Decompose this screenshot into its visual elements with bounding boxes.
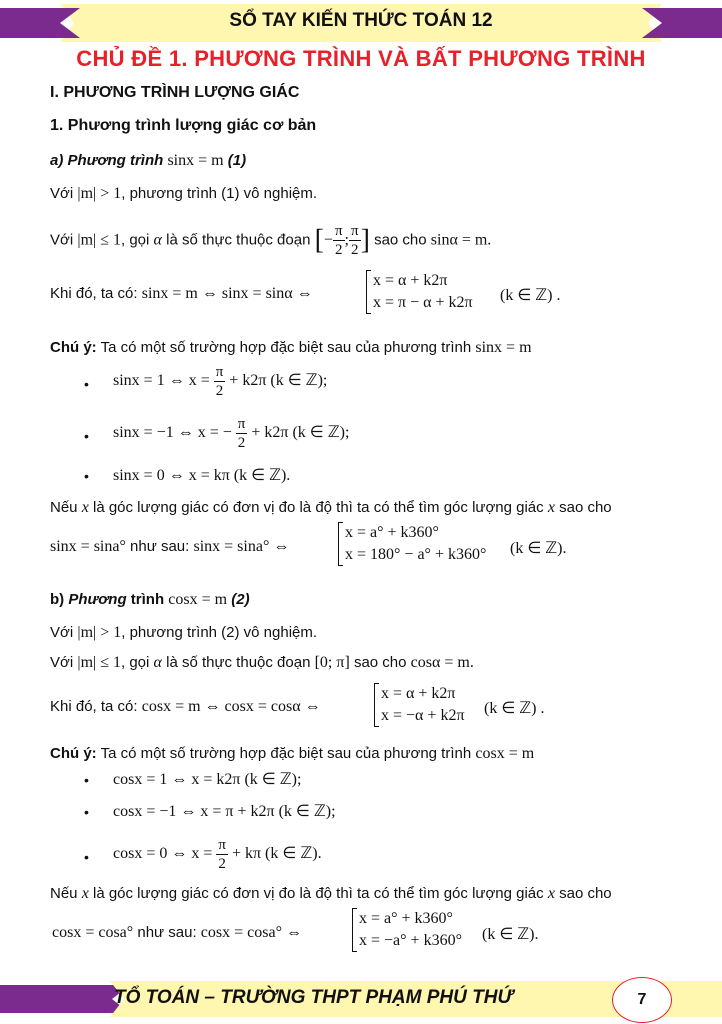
part-b-note <box>50 745 534 763</box>
page-number: 7 <box>612 977 672 1023</box>
alpha-symbol: α <box>153 231 162 249</box>
b-deg2-mid: như sau: <box>137 924 197 941</box>
special2-num: π <box>237 416 246 432</box>
case2-mid: , gọi <box>121 231 150 249</box>
b-deg2-eq: cosx = cosa° <box>52 924 134 941</box>
b-deg1-x2: x <box>547 885 555 902</box>
part-a-then <box>50 285 313 303</box>
bullet-icon: • <box>84 772 89 788</box>
part-a-then-k <box>500 285 561 305</box>
b-alpha-symbol: α <box>153 654 162 671</box>
case2-pre: Với <box>50 231 74 249</box>
system-line1: x = α + k2π <box>373 272 448 289</box>
part-b-case1 <box>50 624 317 642</box>
special2-post: + k2π (k ∈ ℤ); <box>251 424 350 442</box>
bullet-icon: • <box>84 849 89 865</box>
frac2-num: π <box>350 223 359 239</box>
part-a-case2 <box>50 222 491 259</box>
section-title: I. PHƯƠNG TRÌNH LƯỢNG GIÁC <box>50 84 300 101</box>
note-label: Chú ý: <box>50 339 97 356</box>
note-text: Ta có một số trường hợp đặc biệt sau của phương trình <box>100 339 472 356</box>
special1-frac <box>214 363 226 400</box>
case2-post: sao cho <box>374 231 427 249</box>
part-a-heading-tag: (1) <box>227 152 247 169</box>
then-end: . <box>556 287 561 304</box>
deg1-x2: x <box>547 499 555 516</box>
special1-num: π <box>215 364 224 380</box>
b-special3-den: 2 <box>218 856 226 872</box>
special2-frac <box>236 415 248 452</box>
interval-semicolon: ; <box>344 231 349 249</box>
frac2-den: 2 <box>351 242 359 258</box>
b-special3-post: + kπ (k ∈ ℤ). <box>231 845 322 863</box>
part-b-special1: cosx = 1 ⇔ x = k2π (k ∈ ℤ); <box>113 771 302 788</box>
part-a-special2 <box>113 415 349 452</box>
deg2-eq: sinx = sina° <box>50 538 126 555</box>
b-interval: [0; π] <box>314 654 350 671</box>
deg1-a: Nếu <box>50 499 78 516</box>
part-b-heading <box>50 591 250 609</box>
part-b-then <box>50 698 321 716</box>
b-deg1-c: sao cho <box>559 885 612 902</box>
b-deg1-a: Nếu <box>50 885 78 902</box>
part-b-degree-line2 <box>52 924 302 942</box>
special1-pre: sinx = 1 ⇔ x = <box>113 372 210 390</box>
bullet-icon: • <box>84 428 89 444</box>
b-deg1-x: x <box>81 885 89 902</box>
b-case2-eq: cosα = m. <box>410 654 474 671</box>
frac1-num: π <box>334 223 343 239</box>
special2-den: 2 <box>237 435 246 451</box>
b-note-eq: cosx = m <box>475 745 535 762</box>
bullet-icon: • <box>84 804 89 820</box>
part-a-special3: sinx = 0 ⇔ x = kπ (k ∈ ℤ). <box>113 467 291 484</box>
deg1-c: sao cho <box>559 499 612 516</box>
part-a-heading-prefix: a) Phương trình <box>50 152 164 169</box>
b-then-end: . <box>540 700 545 717</box>
special1-den: 2 <box>215 383 224 399</box>
b-case2-abs: |m| ≤ 1 <box>77 654 121 671</box>
b-then-k: (k ∈ ℤ) <box>484 700 537 717</box>
part-a-system <box>366 270 473 314</box>
b-case2-post: sao cho <box>353 654 407 671</box>
b-case2-mid2: là số thực thuộc đoạn <box>166 654 311 671</box>
part-a-degree-k: (k ∈ ℤ). <box>510 540 567 557</box>
b-system-line1: x = α + k2π <box>381 685 456 702</box>
case2-mid2: là số thực thuộc đoạn <box>166 231 311 249</box>
interval-minus: − <box>323 231 333 249</box>
chapter-title: CHỦ ĐỀ 1. PHƯƠNG TRÌNH VÀ BẤT PHƯƠNG TRÌNH <box>76 46 646 71</box>
b-deg-system-line2: x = −a° + k360° <box>359 932 462 949</box>
note-eq: sinx = m <box>475 339 532 356</box>
b-special3-pre: cosx = 0 ⇔ x = <box>113 845 213 863</box>
case2-eq: sinα = m. <box>430 231 492 249</box>
part-b-tag: (2) <box>231 591 250 608</box>
part-a-degree-line2 <box>50 538 289 556</box>
part-b-suffix: trình <box>130 591 165 608</box>
book-title: SỔ TAY KIẾN THỨC TOÁN 12 <box>229 10 493 31</box>
b-case1-abs: |m| > 1 <box>77 624 122 641</box>
deg1-x: x <box>81 499 89 516</box>
part-a-note <box>50 339 532 357</box>
special1-post: + k2π (k ∈ ℤ); <box>229 372 328 390</box>
interval-frac1 <box>333 222 345 259</box>
part-b-degree-line1 <box>50 885 612 903</box>
b-case1-post: , phương trình (2) vô nghiệm. <box>121 624 318 641</box>
then-k: (k ∈ ℤ) <box>500 287 553 304</box>
b-case2-mid: , gọi <box>121 654 150 671</box>
b-deg2-eq2: cosx = cosa° ⇔ <box>200 924 302 941</box>
frac1-den: 2 <box>334 242 343 258</box>
b-then-pre: Khi đó, ta có: <box>50 698 138 715</box>
deg-system-line1: x = a° + k360° <box>345 524 439 541</box>
part-b-degree-system <box>352 908 462 952</box>
case1-abs: |m| > 1 <box>77 185 122 202</box>
part-b-eq: cosx = m <box>168 591 228 608</box>
b-then-eq: cosx = m ⇔ cosx = cosα ⇔ <box>141 698 321 715</box>
b-case2-pre: Với <box>50 654 74 671</box>
part-b-mid: Phương <box>68 591 127 608</box>
case1-post: , phương trình (1) vô nghiệm. <box>121 185 318 202</box>
subsection-title: 1. Phương trình lượng giác cơ bản <box>50 117 317 134</box>
b-case1-pre: Với <box>50 624 74 641</box>
b-special3-num: π <box>218 837 226 853</box>
system-line2: x = π − α + k2π <box>373 294 473 311</box>
interval-close-bracket: ] <box>360 224 370 256</box>
part-b-then-k <box>484 698 545 718</box>
case1-pre: Với <box>50 185 74 202</box>
bullet-icon: • <box>84 468 89 484</box>
part-b-prefix: b) <box>50 591 65 608</box>
part-a-case1 <box>50 185 317 203</box>
part-a-heading <box>50 152 246 170</box>
deg1-b: là góc lượng giác có đơn vị đo là độ thì ta có thể tìm góc lượng giác <box>92 499 544 516</box>
part-b-case2 <box>50 654 474 672</box>
deg2-eq2: sinx = sina° ⇔ <box>193 538 290 555</box>
b-system-line2: x = −α + k2π <box>381 707 465 724</box>
b-special3-frac <box>216 836 228 873</box>
interval-frac2 <box>349 222 361 259</box>
b-deg1-b: là góc lượng giác có đơn vị đo là độ thì ta có thể tìm góc lượng giác <box>92 885 544 902</box>
part-b-system <box>374 683 465 727</box>
b-note-label: Chú ý: <box>50 745 97 762</box>
then-eq: sinx = m ⇔ sinx = sinα ⇔ <box>141 285 313 302</box>
part-b-special3 <box>113 836 322 873</box>
part-a-degree-system <box>338 522 486 566</box>
footer-school: TỔ TOÁN – TRƯỜNG THPT PHẠM PHÚ THỨ <box>114 987 513 1008</box>
interval-open-bracket: [ <box>314 224 324 256</box>
part-a-heading-eq: sinx = m <box>167 152 224 169</box>
part-a-special1 <box>113 363 327 400</box>
deg-system-line2: x = 180° − a° + k360° <box>345 546 487 563</box>
case2-abs: |m| ≤ 1 <box>77 231 121 249</box>
part-b-special2: cosx = −1 ⇔ x = π + k2π (k ∈ ℤ); <box>113 803 336 820</box>
bullet-icon: • <box>84 376 89 392</box>
then-pre: Khi đó, ta có: <box>50 285 138 302</box>
b-note-text: Ta có một số trường hợp đặc biệt sau của phương trình <box>100 745 472 762</box>
special2-pre: sinx = −1 ⇔ x = − <box>113 424 232 442</box>
part-b-degree-k: (k ∈ ℤ). <box>482 926 539 943</box>
deg2-mid: như sau: <box>130 538 190 555</box>
b-deg-system-line1: x = a° + k360° <box>359 910 453 927</box>
part-a-degree-line1 <box>50 499 612 517</box>
